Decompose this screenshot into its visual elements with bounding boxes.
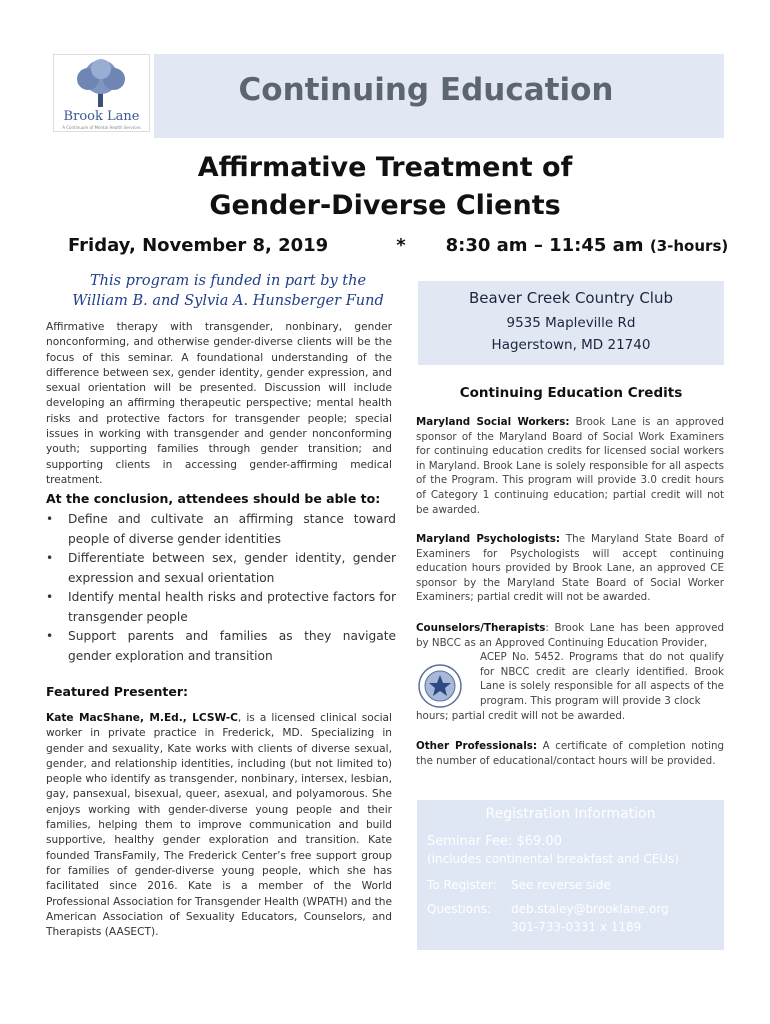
brook-lane-logo — [53, 54, 150, 132]
outcome-text: Identify mental health risks and protective factors for transgender people — [68, 590, 396, 624]
event-date-line — [68, 235, 728, 256]
credit-label: Maryland Psychologists: — [416, 533, 560, 545]
credit-psychologists — [416, 532, 724, 605]
list-item — [46, 549, 396, 588]
event-date: Friday, November 8, 2019 — [68, 235, 329, 256]
fee-includes: (includes continental breakfast and CEUs) — [427, 852, 679, 866]
venue-address: 9535 Mapleville Rd — [506, 315, 636, 331]
funding-note — [48, 271, 408, 311]
seminar-fee: Seminar Fee: $69.00 — [427, 834, 562, 849]
list-item — [46, 627, 396, 666]
list-item — [46, 510, 396, 549]
venue-city: Hagerstown, MD 21740 — [491, 337, 651, 353]
credit-other — [416, 739, 724, 768]
credit-social-workers — [416, 415, 724, 517]
register-label: To Register: — [427, 878, 497, 892]
registration-box — [417, 800, 724, 950]
program-description: Affirmative therapy with transgender, nonbinary, gender nonconforming, and otherwise gender-diverse clients will be the focus of this seminar. A foundational understanding of the difference between sex, gender identity, gender expression, and sexual orientation will be presented. Discussion will include developing an affirming therapeutic perspective; mental health risks and protective factors for transgender people; special issues in working with transgender and gender nonconforming youth; supporting families through gender transition; and supporting clients in accessing gender-affirming medical treatment. — [46, 321, 392, 486]
event-duration: (3-hours) — [649, 237, 729, 255]
credit-label: Other Professionals: — [416, 740, 538, 752]
event-time: 8:30 am – 11:45 am — [445, 235, 644, 256]
outcomes-list — [46, 510, 396, 666]
credit-text: : Brook Lane has been approved by NBCC as an Approved Continuing Education Provider, — [416, 622, 724, 649]
credit-counselors — [416, 621, 724, 723]
event-title — [100, 149, 670, 225]
register-value: See reverse side — [511, 878, 611, 892]
credit-label: Counselors/Therapists — [416, 622, 546, 634]
credit-label: Maryland Social Workers: — [416, 416, 570, 428]
credit-text: Brook Lane is an approved sponsor of the Maryland Board of Social Work Examiners for continuing education credits for licensed social workers in Maryland. Brook Lane is solely responsible for all aspects of the Program. This program will provide 3.0 credit hours of Category 1 continuing education; partial credit will not be awarded. — [416, 416, 724, 516]
presenter-bio-text: , is a licensed clinical social worker in private practice in Frederick, MD. Specializing in gender and sexuality, Kate works with clients of diverse sexual, gender, and relationship identities, including (but not limited to) people who identify as transgender, nonbinary, intersex, lesbian, gay, pansexual, bisexual, queer, asexual, and polyamorous. She enjoys working with gender-diverse young people and their families, helping them to improve communication and build supportive, healthy gender exploration and transition. Kate founded TransFamily, The Frederick Center’s free support group for families of gender-diverse young people, which she has facilitated since 2016. Kate is a member of the World Professional Association for Transgender Health (WPATH) and the American Association of Sexuality Educators, Counselors, and Therapists (AASECT). — [46, 712, 392, 939]
credit-text: hours; partial credit will not be awarded. — [416, 709, 626, 722]
bullet-icon: • — [46, 551, 54, 565]
outcome-text: Support parents and families as they navigate gender exploration and transition — [68, 629, 396, 663]
logo-brand-text: Brook Lane — [63, 109, 140, 124]
bullet-icon: • — [46, 629, 54, 643]
tree-icon — [72, 57, 130, 109]
outcomes-heading: At the conclusion, attendees should be able to: — [46, 491, 381, 506]
event-title-line2: Gender-Diverse Clients — [209, 190, 561, 221]
nbcc-seal-icon — [418, 664, 462, 708]
funding-line2: William B. and Sylvia A. Hunsberger Fund — [72, 293, 384, 309]
presenter-name: Kate MacShane, M.Ed., LCSW-C — [46, 712, 238, 724]
credit-text: The Maryland State Board of Examiners for Psychologists will accept continuing education hours provided by Brook Lane, an approved CE sponsor by the Maryland State Board of Social Worker Examiners; partial credit will not be awarded. — [416, 533, 724, 604]
outcome-text: Differentiate between sex, gender identity, gender expression and sexual orientation — [68, 551, 396, 585]
credit-counselors-intro — [416, 621, 724, 650]
venue-box — [418, 281, 724, 365]
page-title: Continuing Education — [238, 72, 614, 108]
bullet-icon: • — [46, 590, 54, 604]
presenter-bio — [46, 711, 392, 940]
outcome-text: Define and cultivate an affirming stance toward people of diverse gender identities — [68, 512, 396, 546]
bullet-icon: • — [46, 512, 54, 526]
venue-name: Beaver Creek Country Club — [468, 289, 673, 307]
logo-tagline: A Continuum of Mental Health Services — [62, 125, 141, 130]
credit-text: ACEP No. 5452. Programs that do not qualify for NBCC credit are clearly identified. Brook Lane is solely responsible for all aspects of the program. This program will provide 3 clock — [480, 651, 724, 707]
contact-phone[interactable]: 301-733-0331 x 1189 — [511, 920, 642, 934]
funding-line1: This program is funded in part by the — [89, 273, 367, 289]
contact-email[interactable]: deb.staley@brooklane.org — [511, 902, 669, 916]
questions-label: Questions: — [427, 902, 491, 916]
credit-text: A certificate of completion noting the number of educational/contact hours will be provided. — [416, 740, 725, 767]
credits-heading: Continuing Education Credits — [459, 385, 683, 401]
list-item — [46, 588, 396, 627]
registration-title: Registration Information — [485, 806, 656, 822]
event-title-line1: Affirmative Treatment of — [197, 152, 573, 183]
date-separator: * — [396, 235, 406, 256]
presenter-heading: Featured Presenter: — [46, 684, 188, 699]
